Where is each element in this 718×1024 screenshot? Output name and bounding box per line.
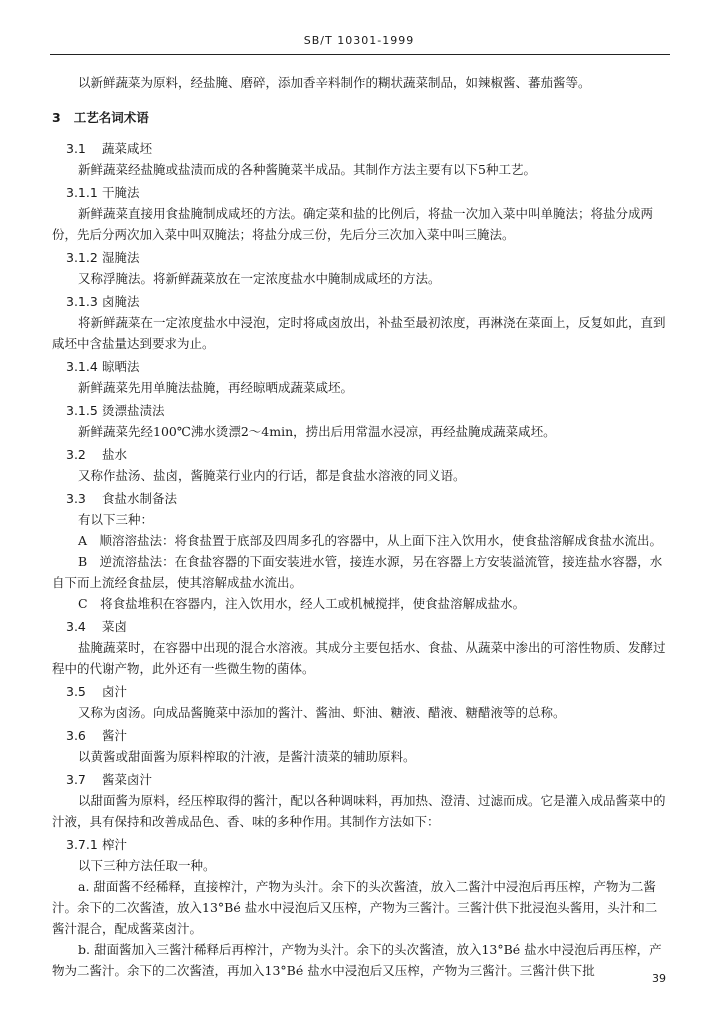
page-number: 39 (652, 972, 666, 985)
clause-number: 3.4 (66, 619, 86, 634)
clause-3-1-2-text: 又称浮腌法。将新鲜蔬菜放在一定浓度盐水中腌制成咸坯的方法。 (78, 271, 441, 286)
section-3-title: 工艺名词术语 (73, 110, 149, 125)
clause-3-1-heading (66, 138, 668, 159)
section-3-number: 3 (52, 110, 61, 125)
clause-title: 盐水 (102, 447, 128, 462)
header-rule (50, 54, 670, 55)
clause-number: 3.6 (66, 728, 86, 743)
clause-3-1-2-heading (66, 247, 668, 268)
clause-3-2-text: 又称作盐汤、盐卤，酱腌菜行业内的行话，都是食盐水溶液的同义语。 (78, 468, 466, 483)
clause-3-3-heading (66, 488, 668, 509)
clause-3-7-text: 以甜面酱为原料，经压榨取得的酱汁，配以各种调味料，再加热、澄清、过滤而成。它是灌入成品酱菜中的汁液，具有保持和改善成品色、香、味的多种作用。其制作方法如下： (52, 793, 666, 829)
clause-number: 3.1.2 (66, 250, 98, 265)
clause-3-1-4-text: 新鲜蔬菜先用单腌法盐腌，再经晾晒成蔬菜咸坯。 (78, 380, 354, 395)
clause-3-6-heading (66, 725, 668, 746)
clause-title: 蔬菜咸坯 (102, 141, 153, 156)
intro-paragraph: 以新鲜蔬菜为原料，经盐腌、磨碎，添加香辛料制作的糊状蔬菜制品，如辣椒酱、蕃茄酱等。 (78, 75, 591, 90)
clause-3-1-5-heading (66, 400, 668, 421)
clause-number: 3.1.1 (66, 185, 98, 200)
clause-3-7-1-intro: 以下三种方法任取一种。 (78, 858, 216, 873)
clause-number: 3.3 (66, 491, 86, 506)
clause-3-4-heading (66, 616, 668, 637)
document-body (52, 72, 668, 981)
clause-3-6-text: 以黄酱或甜面酱为原料榨取的汁液，是酱汁渍菜的辅助原料。 (78, 749, 416, 764)
clause-title: 菜卤 (102, 619, 128, 634)
clause-title: 烫漂盐渍法 (102, 403, 165, 418)
clause-number: 3.1.5 (66, 403, 98, 418)
clause-number: 3.1 (66, 141, 86, 156)
clause-3-5-text: 又称为卤汤。向成品酱腌菜中添加的酱汁、酱油、虾油、糖液、醋液、糖醋液等的总称。 (78, 705, 566, 720)
clause-3-1-5-text: 新鲜蔬菜先经100℃沸水烫漂2～4min，捞出后用常温水浸凉，再经盐腌成蔬菜咸坯。 (78, 424, 556, 439)
clause-title: 食盐水制备法 (102, 491, 178, 506)
clause-3-3-item-c: C 将食盐堆积在容器内，注入饮用水，经人工或机械搅拌，使食盐溶解成盐水。 (78, 596, 526, 611)
clause-title: 干腌法 (102, 185, 140, 200)
clause-3-1-4-heading (66, 356, 668, 377)
clause-title: 湿腌法 (102, 250, 140, 265)
clause-3-1-3-text: 将新鲜蔬菜在一定浓度盐水中浸泡，定时将咸卤放出，补盐至最初浓度，再淋浇在菜面上，反复如此，直到咸坯中含盐量达到要求为止。 (52, 315, 666, 351)
clause-3-3-item-b: B 逆流溶盐法：在食盐容器的下面安装进水管，接连水源，另在容器上方安装溢流管，接连盐水容器，水自下而上流经食盐层，使其溶解成盐水流出。 (52, 554, 663, 590)
clause-title: 晾晒法 (102, 359, 140, 374)
clause-title: 榨汁 (102, 837, 128, 852)
clause-3-1-3-heading (66, 291, 668, 312)
clause-number: 3.7.1 (66, 837, 98, 852)
clause-number: 3.2 (66, 447, 86, 462)
clause-number: 3.1.3 (66, 294, 98, 309)
clause-3-5-heading (66, 681, 668, 702)
clause-3-7-1-item-a: a. 甜面酱不经稀释，直接榨汁，产物为头汁。余下的头次酱渣，放入二酱汁中浸泡后再压榨，产物为二酱汁。余下的二次酱渣，放入13°Bé 盐水中浸泡后又压榨，产物为三酱汁。三酱汁供下批浸泡头酱用，头汁和二酱汁混合，配成酱菜卤汁。 (52, 879, 658, 936)
section-3-heading (52, 107, 668, 128)
clause-number: 3.1.4 (66, 359, 98, 374)
clause-title: 卤汁 (102, 684, 128, 699)
clause-number: 3.7 (66, 772, 86, 787)
standard-code-header: SB/T 10301-1999 (303, 34, 415, 47)
clause-3-7-1-item-b: b. 甜面酱加入三酱汁稀释后再榨汁，产物为头汁。余下的头次酱渣，放入13°Bé 盐水中浸泡后再压榨，产物为二酱汁。余下的二次酱渣，再加入13°Bé 盐水中浸泡后又压榨，产物为三酱汁。三酱汁供下批 (52, 942, 662, 978)
clause-3-2-heading (66, 444, 668, 465)
clause-3-1-1-text: 新鲜蔬菜直接用食盐腌制成咸坯的方法。确定菜和盐的比例后，将盐一次加入菜中叫单腌法；将盐分成两份，先后分两次加入菜中叫双腌法；将盐分成三份，先后分三次加入菜中叫三腌法。 (52, 206, 654, 242)
clause-3-7-1-heading (66, 834, 668, 855)
clause-number: 3.5 (66, 684, 86, 699)
clause-3-1-text: 新鲜蔬菜经盐腌或盐渍而成的各种酱腌菜半成品。其制作方法主要有以下5种工艺。 (78, 162, 536, 177)
clause-title: 酱汁 (102, 728, 128, 743)
clause-3-4-text: 盐腌蔬菜时，在容器中出现的混合水溶液。其成分主要包括水、食盐、从蔬菜中渗出的可溶性物质、发酵过程中的代谢产物，此外还有一些微生物的菌体。 (52, 640, 666, 676)
clause-3-7-heading (66, 769, 668, 790)
clause-3-3-intro: 有以下三种： (78, 512, 154, 527)
clause-3-1-1-heading (66, 182, 668, 203)
clause-title: 卤腌法 (102, 294, 140, 309)
clause-title: 酱菜卤汁 (102, 772, 153, 787)
clause-3-3-item-a: A 顺溶溶盐法：将食盐置于底部及四周多孔的容器中，从上面下注入饮用水，使食盐溶解成食盐水流出。 (78, 533, 663, 548)
